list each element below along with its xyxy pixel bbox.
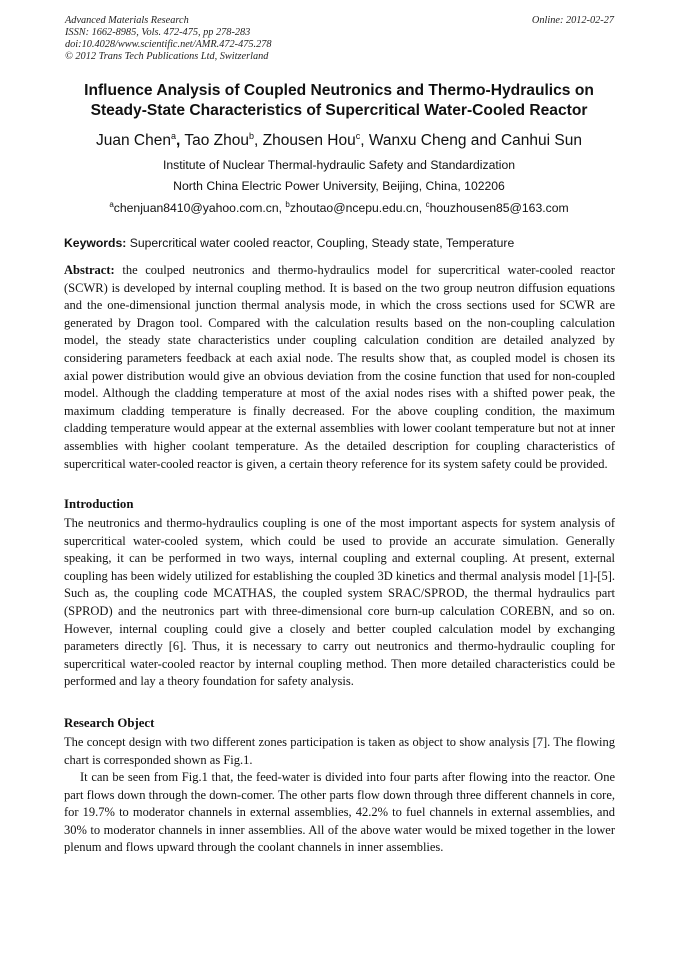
author-affil-mark: b: [248, 131, 254, 141]
email-link[interactable]: houzhousen85@163.com: [429, 201, 569, 215]
introduction-heading: Introduction: [64, 497, 134, 511]
author-affil-mark: c: [355, 131, 361, 141]
online-date: Online: 2012-02-27: [531, 15, 614, 26]
keywords: [64, 235, 614, 251]
affiliation-institute: Institute of Nuclear Thermal-hydraulic Safety and Standardization: [162, 158, 516, 172]
author-name: Juan Chen: [96, 132, 171, 149]
author-and: and: [470, 132, 497, 149]
affiliation-address: North China Electric Power University, Beijing, China, 102206: [173, 179, 505, 193]
journal-name: Advanced Materials Research: [65, 15, 189, 26]
email-mark: b: [285, 200, 290, 209]
email-mark: c: [425, 200, 430, 209]
keywords-label: Keywords:: [64, 236, 127, 250]
title-line-2: Steady-State Characteristics of Supercritical Water-Cooled Reactor: [90, 102, 588, 119]
author-affil-mark: a: [170, 131, 176, 141]
author-name: Zhousen Hou: [262, 132, 356, 149]
email-link[interactable]: zhoutao@ncepu.edu.cn,: [289, 201, 423, 215]
keywords-text: Supercritical water cooled reactor, Coupling, Steady state, Temperature: [129, 236, 515, 250]
abstract-label: Abstract:: [64, 263, 115, 277]
author-name: Wanxu Cheng: [368, 132, 467, 149]
research-object-paragraph-2: It can be seen from Fig.1 that, the feed-water is divided into four parts after flowing into the reactor. One part flows down through the down-comer. The other parts flow down through three different channels in core, for 19.7% to moderator channels in external assemblies, 42.2% to fuel channels in external assemblies, and 30% to moderator channels in inner assemblies. All of the above water would be mixed together in the lower plenum and flows upward through the coolant channels in inner assemblies.: [64, 770, 615, 855]
affiliation-emails: [40, 200, 638, 216]
author-name: Canhui Sun: [500, 132, 582, 149]
doi-line[interactable]: doi:10.4028/www.scientific.net/AMR.472-475.278: [65, 39, 272, 50]
copyright-line: © 2012 Trans Tech Publications Ltd, Switzerland: [65, 51, 269, 62]
issn-line: ISSN: 1662-8985, Vols. 472-475, pp 278-283: [65, 27, 251, 38]
author-separator: ,: [360, 132, 365, 149]
introduction-paragraph: The neutronics and thermo-hydraulics coupling is one of the most important aspects for system analysis of supercritical water-cooled system, which could be used to provide an accurate simulation. Generally speaking, it can be performed in two ways, internal coupling and external coupling. At present, external coupling has been widely utilized for establishing the coupled 3D kinetics and thermal analysis model [1]-[5]. Such as, the coupling code MCATHAS, the coupled system SRAC/SPROD, the thermal hydraulics part (SPROD) and the neutronics part with three-dimensional core burn-up calculation COREBN, and so on. However, internal coupling could give a closely and better coupled calculation model by exchanging parameters directly [6]. Thus, it is necessary to carry out neutronics and thermo-hydraulic coupling for supercritical water-cooled reactor by internal coupling method. Then more detailed characteristics could be performed and lay a theory foundation for safety analysis.: [64, 516, 615, 689]
research-object-paragraph-1: The concept design with two different zones participation is taken as object to show analysis [7]. The flowing chart is corresponded shown as Fig.1.: [64, 735, 615, 767]
research-object-heading: Research Object: [64, 716, 155, 730]
abstract-text: the coulped neutronics and thermo-hydraulics model for supercritical water-cooled reactor (SCWR) is developed by internal coupling method. It is based on the two group neutron diffusion equations and the one-dimensional junction thermal analysis mode, in which the cross sections used for SCWR are generated by Dragon tool. Compared with the calculation results based on the non-coupling calculation model, the steady state characteristics under coupling calculation condition are detailed analyzed by considering parameters feedback at each axial node. The results show that, as coupled model is chosen its axial power distribution would give an obvious deviation from the cosine function that used for non-coupled model. Although the cladding temperature at most of the axial nodes rises with a shifted power peak, the maximum cladding temperature is finally decreased. For the above coupling condition, the maximum cladding temperature would appear at the external assemblies with lower coolant temperature but not at inner assemblies with higher coolant temperature. As the detailed description for coupling characteristics of supercritical water-cooled reactor is given, a certain theory reference for its system safety could be provided.: [64, 263, 616, 471]
author-separator: ,: [254, 132, 259, 149]
email-mark: a: [109, 200, 114, 209]
paper-title: [40, 81, 638, 121]
author-separator: ,: [176, 132, 181, 149]
email-link[interactable]: chenjuan8410@yahoo.com.cn,: [113, 201, 282, 215]
title-line-1: Influence Analysis of Coupled Neutronics and Thermo-Hydraulics on: [84, 82, 594, 99]
journal-header: [65, 15, 272, 63]
author-list: [40, 131, 638, 151]
author-name: Tao Zhou: [184, 132, 249, 149]
abstract-paragraph: [64, 262, 615, 473]
